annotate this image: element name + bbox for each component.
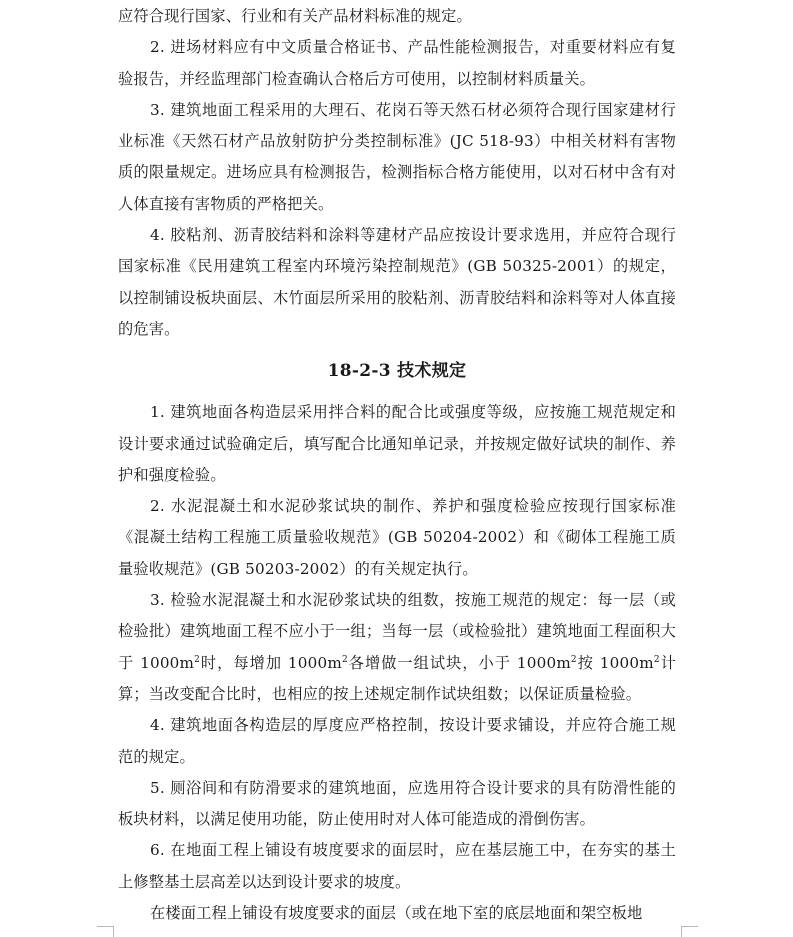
rule-item-5: 5. 厕浴间和有防滑要求的建筑地面，应选用符合设计要求的具有防滑性能的板块材料，以满足使用功能，防止使用时对人体可能造成的滑倒伤害。 bbox=[118, 778, 676, 829]
superscript-2: 2 bbox=[570, 654, 577, 665]
superscript-2: 2 bbox=[341, 654, 348, 665]
rule-item-6-continued: 在楼面工程上铺设有坡度要求的面层（或在地下室的底层地面和架空板地 bbox=[150, 904, 643, 923]
rule-item-2: 2. 水泥混凝土和水泥砂浆试块的制作、养护和强度检验应按现行国家标准《混凝土结构工程施工质量验收规范》(GB 50204-2002）和《砌体工程施工质量验收规范》(GB 50203-2002）的有关规定执行。 bbox=[118, 497, 676, 578]
rule-item-3-part-b: 时，每增加 1000m bbox=[200, 653, 342, 672]
section-heading: 18-2-3 技术规定 bbox=[327, 361, 467, 382]
rule-item-3 bbox=[118, 585, 676, 710]
rule-item-3-part-a: 3. 检验水泥混凝土和水泥砂浆试块的组数，按施工规范的规定：每一层（或检验批）建筑地面工程不应小于一组；当每一层（或检验批）建筑地面工程面积大于 1000m bbox=[118, 591, 676, 672]
rule-item-3-part-d: 按 1000m bbox=[576, 653, 654, 672]
rule-item-6: 6. 在地面工程上铺设有坡度要求的面层时，应在基层施工中，在夯实的基土上修整基土层高差以达到设计要求的坡度。 bbox=[118, 841, 676, 891]
rule-item-1: 1. 建筑地面各构造层采用拌合料的配合比或强度等级，应按施工规范规定和设计要求通过试验确定后，填写配合比通知单记录，并按规定做好试块的制作、养护和强度检验。 bbox=[118, 403, 676, 484]
paragraph-item-4: 4. 胶粘剂、沥青胶结料和涂料等建材产品应按设计要求选用，并应符合现行国家标准《民用建筑工程室内环境污染控制规范》(GB 50325-2001）的规定，以控制铺设板块面层、木竹面层所采用的胶粘剂、沥青胶结料和涂料等对人体直接的危害。 bbox=[118, 226, 676, 338]
rule-item-3-part-c: 各增做一组试块，小于 1000m bbox=[347, 653, 571, 672]
paragraph-item-2: 2. 进场材料应有中文质量合格证书、产品性能检测报告，对重要材料应有复验报告，并经监理部门检查确认合格后方可使用，以控制材料质量关。 bbox=[118, 38, 676, 88]
crop-mark-bottom-left bbox=[97, 926, 114, 937]
text-column bbox=[118, 0, 676, 929]
rule-item-4: 4. 建筑地面各构造层的厚度应严格控制，按设计要求铺设，并应符合施工规范的规定。 bbox=[118, 716, 676, 766]
paragraph-continuation: 应符合现行国家、行业和有关产品材料标准的规定。 bbox=[118, 7, 472, 25]
superscript-2: 2 bbox=[194, 654, 201, 665]
superscript-2: 2 bbox=[653, 654, 660, 665]
rule-item-3-part-e: 计算；当改变配合比时，也相应的按上述规定制作试块组数；以保证质量检验。 bbox=[118, 653, 677, 703]
crop-mark-bottom-right bbox=[681, 926, 698, 937]
paragraph-item-3: 3. 建筑地面工程采用的大理石、花岗石等天然石材必须符合现行国家建材行业标准《天然石材产品放射防护分类控制标准》(JC 518-93）中相关材料有害物质的限量规定。进场应具有检测报告，检测指标合格方能使用，以对石材中含有对人体直接有害物质的严格把关。 bbox=[118, 100, 676, 213]
